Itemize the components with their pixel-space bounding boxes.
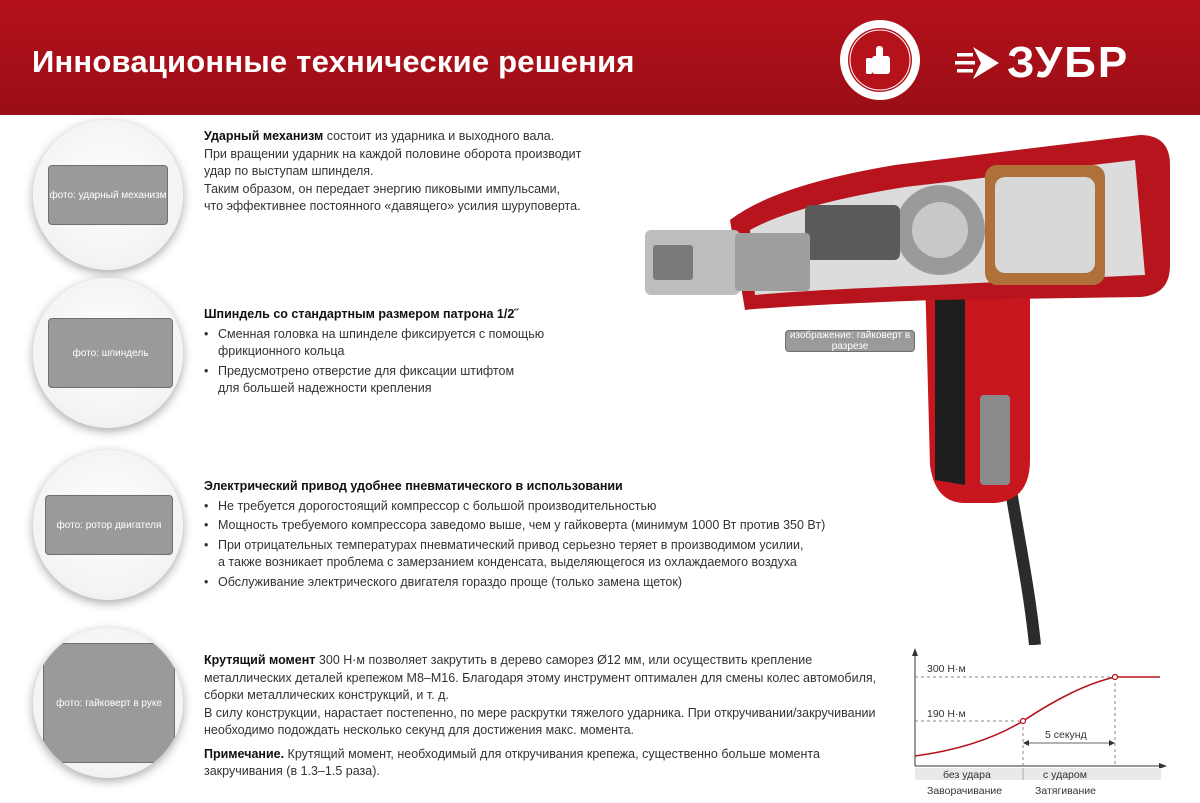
list-item: • Сменная головка на шпинделе фиксируется с помощью фрикционного кольца	[204, 326, 624, 361]
best-brand-seal-icon	[840, 20, 920, 100]
rotor-photo	[33, 450, 183, 600]
spindle-photo	[33, 278, 183, 428]
duration-label: 5 секунд	[1045, 729, 1087, 741]
label-300: 300 Н·м	[927, 663, 966, 675]
list-item: • При отрицательных температурах пневматический привод серьезно теряет в производимом усилии, а также возникает проблема с замерзанием конденсата, выделяющегося из охлаждаемого воздуха	[204, 537, 864, 572]
impact-mechanism-image: фото: ударный механизм	[48, 165, 168, 225]
brand-logo	[955, 38, 1170, 88]
list-item: • Мощность требуемого компрессора заведомо выше, чем у гайковерта (минимум 1000 Вт против 350 Вт)	[204, 517, 864, 535]
brand-arrow-icon	[955, 44, 1001, 82]
y-axis-arrow-icon	[912, 648, 918, 656]
duration-arrow-left-icon	[1023, 740, 1029, 746]
brand-name: ЗУБР	[1007, 38, 1130, 87]
phase-left-label: без удара	[943, 769, 991, 781]
impact-mechanism-photo	[33, 120, 183, 270]
peak-point	[1113, 675, 1118, 680]
bottom-left-label: Заворачивание	[927, 785, 1003, 797]
phase-right-label: с ударом	[1043, 769, 1087, 781]
label-190: 190 Н·м	[927, 708, 966, 720]
impact-wrench-cutaway	[635, 125, 1180, 645]
torque-title: Крутящий момент	[204, 653, 316, 667]
hand-tool-image: фото: гайковерт в руке	[43, 643, 175, 763]
spindle-text	[204, 306, 624, 400]
bottom-right-label: Затягивание	[1035, 785, 1096, 797]
page-title: Инновационные технические решения	[32, 44, 635, 79]
torque-chart	[905, 648, 1175, 798]
rotor-image: фото: ротор двигателя	[45, 495, 173, 555]
hand-tool-photo	[33, 628, 183, 778]
spindle-title: Шпиндель со стандартным размером патрона 1/2˝	[204, 307, 519, 321]
list-item: • Не требуется дорогостоящий компрессор с большой производительностью	[204, 498, 864, 516]
duration-arrow-right-icon	[1109, 740, 1115, 746]
torque-text: Крутящий момент 300 Н·м позволяет закрутить в дерево саморез Ø12 мм, или осуществить крепление металлических деталей крепежом М8–М16. Благодаря этому инструмент оптимален для смены колес автомобиля, сборки металлических конструкций, и т. д. В силу конструкции, нарастает постепенно, по мере раскрутки тяжелого ударника. При откручивании/закручивании необходимо подождать несколько секунд для достижения макс. момента. Примечание. Крутящий момент, необходимый для откручивания крепежа, существенно больше момента закручивания (в 1.3–1.5 раза).	[204, 653, 877, 778]
header-banner	[0, 0, 1200, 115]
impact-title: Ударный механизм	[204, 129, 324, 143]
tool-image-label: изображение: гайковерт в разрезе	[785, 330, 915, 352]
electric-title: Электрический привод удобнее пневматического в использовании	[204, 479, 623, 493]
note-title: Примечание.	[204, 746, 285, 761]
impact-text: Ударный механизм состоит из ударника и выходного вала. При вращении ударник на каждой половине оборота производит удар по выступам шпинделя. Таким образом, он передает энергию пиковыми импульсами, что эффективнее постоянного «давящего» усилия шуруповерта.	[204, 129, 582, 213]
spindle-image: фото: шпиндель	[48, 318, 173, 388]
list-item: • Обслуживание электрического двигателя гораздо проще (только замена щеток)	[204, 574, 864, 592]
list-item: • Предусмотрено отверстие для фиксации штифтом для большей надежности крепления	[204, 363, 624, 398]
switch-point	[1021, 719, 1026, 724]
